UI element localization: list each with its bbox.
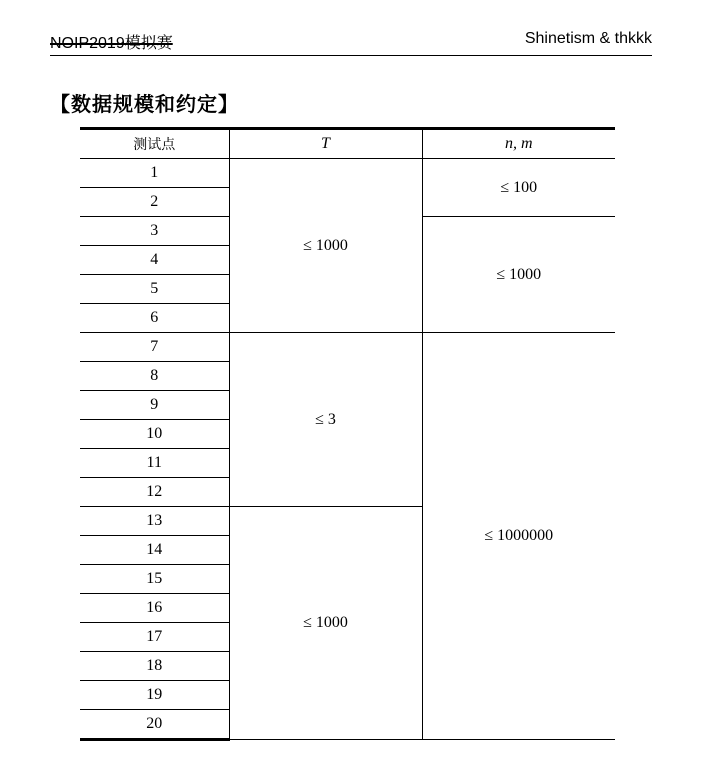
test-id-cell: 14 (80, 536, 229, 565)
test-id-cell: 13 (80, 507, 229, 536)
header-authors: Shinetism & thkkk (524, 30, 652, 47)
test-id-cell: 6 (80, 304, 229, 333)
test-id-cell: 12 (80, 478, 229, 507)
test-id-cell: 2 (80, 188, 229, 217)
header-contest-title: NOIP2019模拟赛 (50, 35, 173, 52)
nm-limit-cell: ≤ 1000000 (422, 333, 615, 740)
t-limit-cell: ≤ 3 (229, 333, 422, 507)
table-row (80, 333, 615, 362)
test-id-cell: 7 (80, 333, 229, 362)
test-id-cell: 5 (80, 275, 229, 304)
test-id-cell: 16 (80, 594, 229, 623)
section-title: 【数据规模和约定】 (50, 94, 239, 116)
nm-limit-cell: ≤ 1000 (422, 217, 615, 333)
test-id-cell: 9 (80, 391, 229, 420)
table-header-row (80, 129, 615, 159)
test-id-cell: 10 (80, 420, 229, 449)
test-id-cell: 3 (80, 217, 229, 246)
data-constraints-table (80, 127, 615, 741)
test-id-cell: 11 (80, 449, 229, 478)
t-limit-cell: ≤ 1000 (229, 507, 422, 740)
test-id-cell: 18 (80, 652, 229, 681)
nm-limit-cell: ≤ 100 (422, 159, 615, 217)
header-n-m: n, m (422, 129, 615, 159)
table-body (80, 129, 615, 740)
table-row (80, 159, 615, 188)
header-rule (50, 55, 652, 56)
t-limit-cell: ≤ 1000 (229, 159, 422, 333)
test-id-cell: 1 (80, 159, 229, 188)
test-id-cell: 8 (80, 362, 229, 391)
header-test-id: 测试点 (80, 129, 229, 159)
header-t: T (229, 129, 422, 159)
test-id-cell: 17 (80, 623, 229, 652)
test-id-cell: 20 (80, 710, 229, 740)
test-id-cell: 19 (80, 681, 229, 710)
test-id-cell: 4 (80, 246, 229, 275)
test-id-cell: 15 (80, 565, 229, 594)
